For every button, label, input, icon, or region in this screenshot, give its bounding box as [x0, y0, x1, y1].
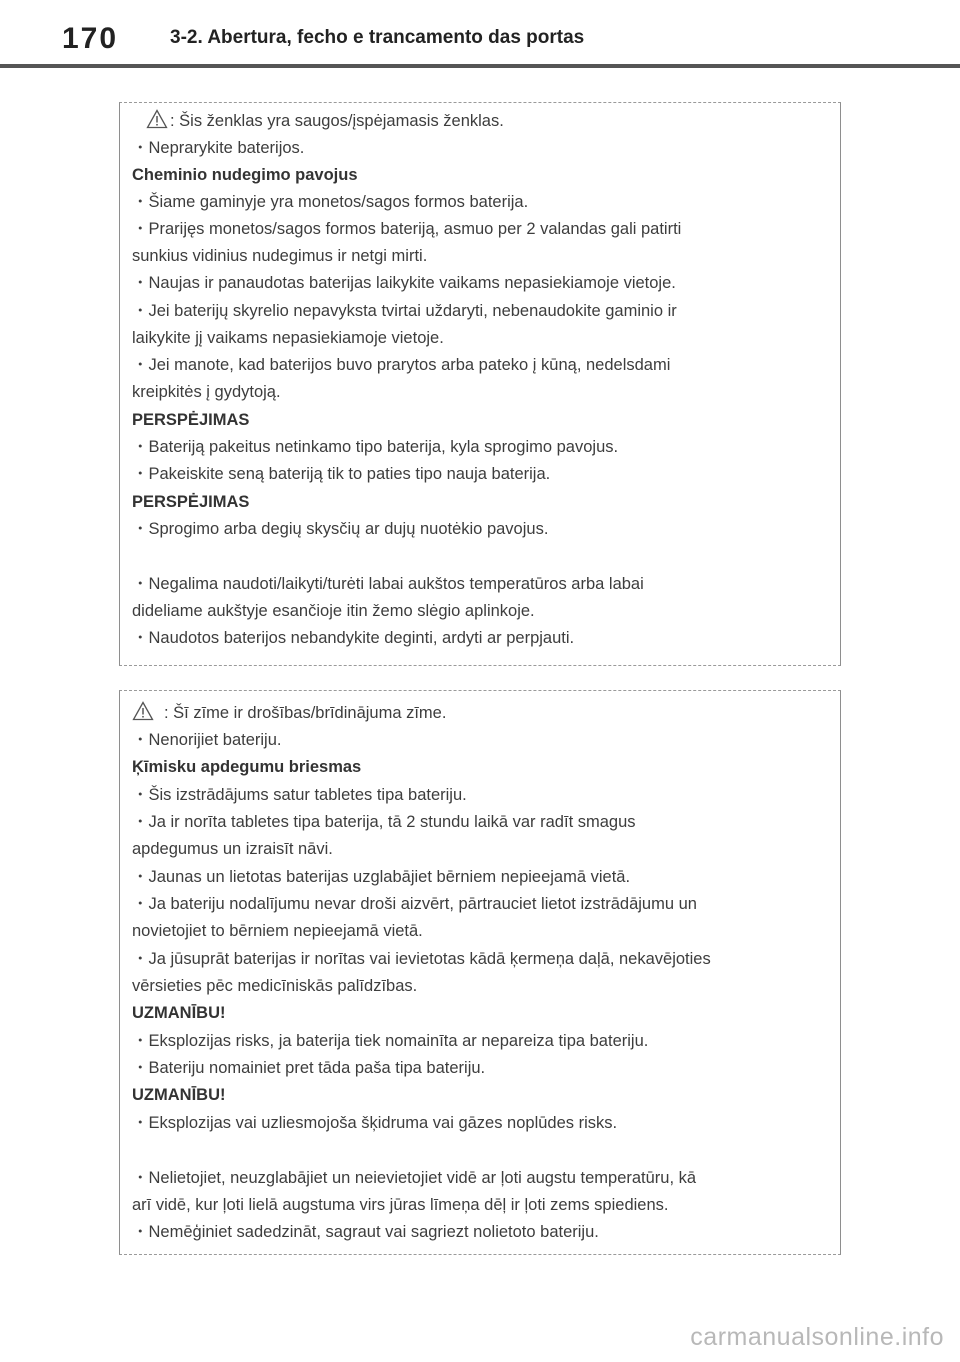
watermark: carmanualsonline.info	[690, 1323, 944, 1351]
box-line: vērsieties pēc medicīniskās palīdzības.	[132, 977, 418, 995]
warning-triangle-icon	[132, 701, 154, 721]
warning-box-latvian	[119, 690, 841, 1255]
box-line: ・Nemēģiniet sadedzināt, sagraut vai sagriezt nolietoto bateriju.	[132, 1223, 599, 1241]
box-line: arī vidē, kur ļoti lielā augstuma virs jūras līmeņa dēļ ir ļoti zems spiediens.	[132, 1196, 669, 1214]
box-line: ・Jaunas un lietotas baterijas uzglabājiet bērniem nepieejamā vietā.	[132, 868, 631, 886]
box-line: : Šī zīme ir drošības/brīdinājuma zīme.	[164, 704, 447, 722]
box-line: ・Eksplozijas vai uzliesmojoša šķidruma vai gāzes noplūdes risks.	[132, 1114, 618, 1132]
page-header	[0, 0, 960, 68]
box-heading: Cheminio nudegimo pavojus	[132, 166, 358, 184]
box-line: ・Nenorijiet bateriju.	[132, 731, 282, 749]
box-line: ・Bateriju nomainiet pret tāda paša tipa bateriju.	[132, 1059, 486, 1077]
box-heading: UZMANĪBU!	[132, 1004, 226, 1022]
box-line: kreipkitės į gydytoją.	[132, 383, 281, 401]
box-line: novietojiet to bērniem nepieejamā vietā.	[132, 922, 423, 940]
box-line: ・Naujas ir panaudotas baterijas laikykite vaikams nepasiekiamoje vietoje.	[132, 274, 676, 292]
box-line: ・Negalima naudoti/laikyti/turėti labai aukštos temperatūros arba labai	[132, 575, 644, 593]
box-line: ・Ja bateriju nodalījumu nevar droši aizvērt, pārtrauciet lietot izstrādājumu un	[132, 895, 697, 913]
page-number: 170	[62, 22, 119, 55]
warning-triangle-icon	[146, 109, 168, 129]
box-line: ・Ja ir norīta tabletes tipa baterija, tā 2 stundu laikā var radīt smagus	[132, 813, 636, 831]
section-title: 3-2. Abertura, fecho e trancamento das portas	[170, 27, 585, 48]
box-heading: PERSPĖJIMAS	[132, 411, 250, 429]
box-line: laikykite jį vaikams nepasiekiamoje vietoje.	[132, 329, 444, 347]
box-line: apdegumus un izraisīt nāvi.	[132, 840, 333, 858]
box-line: ・Pakeiskite seną bateriją tik to paties tipo nauja baterija.	[132, 465, 551, 483]
box-line: ・Eksplozijas risks, ja baterija tiek nomainīta ar nepareiza tipa bateriju.	[132, 1032, 649, 1050]
box-line: sunkius vidinius nudegimus ir netgi mirti.	[132, 247, 428, 265]
box-line: ・Bateriją pakeitus netinkamo tipo baterija, kyla sprogimo pavojus.	[132, 438, 619, 456]
box-line: : Šis ženklas yra saugos/įspėjamasis ženklas.	[170, 112, 504, 130]
box-line: ・Jei manote, kad baterijos buvo prarytos arba pateko į kūną, nedelsdami	[132, 356, 671, 374]
box-heading: UZMANĪBU!	[132, 1086, 226, 1104]
box-line: ・Neprarykite baterijos.	[132, 139, 305, 157]
box-heading: PERSPĖJIMAS	[132, 493, 250, 511]
box-line: ・Prarijęs monetos/sagos formos bateriją, asmuo per 2 valandas gali patirti	[132, 220, 682, 238]
box-line: ・Jei baterijų skyrelio nepavyksta tvirtai uždaryti, nebenaudokite gaminio ir	[132, 302, 677, 320]
box-line: ・Naudotos baterijos nebandykite deginti, ardyti ar perpjauti.	[132, 629, 575, 647]
box-line: ・Sprogimo arba degių skysčių ar dujų nuotėkio pavojus.	[132, 520, 549, 538]
box-line: ・Ja jūsuprāt baterijas ir norītas vai ievietotas kādā ķermeņa daļā, nekavējoties	[132, 950, 711, 968]
header-rule	[0, 64, 960, 68]
box-line: ・Šis izstrādājums satur tabletes tipa bateriju.	[132, 786, 467, 804]
warning-box-lithuanian	[119, 102, 841, 666]
box-line: ・Šiame gaminyje yra monetos/sagos formos baterija.	[132, 193, 529, 211]
box-line: dideliame aukštyje esančioje itin žemo slėgio aplinkoje.	[132, 602, 535, 620]
box-line: ・Nelietojiet, neuzglabājiet un neievietojiet vidē ar ļoti augstu temperatūru, kā	[132, 1169, 697, 1187]
box-heading: Ķīmisku apdegumu briesmas	[132, 758, 362, 776]
